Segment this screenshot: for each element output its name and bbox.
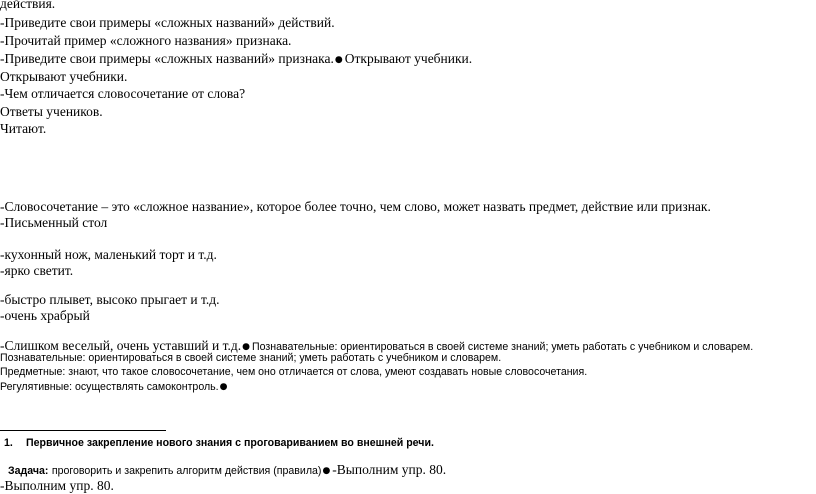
uud-subject: Предметные: знают, что такое словосочетание, чем оно отличается от слова, умеют создавать новые словосочетания. [0, 366, 588, 378]
uud-cognitive: Познавательные: ориентироваться в своей системе знаний; уметь работать с учебником и словарем. [0, 352, 502, 364]
text-line: -Прочитай пример «сложного названия» признака. [0, 33, 292, 48]
stage-heading: 1. Первичное закрепление нового знания с проговариванием во внешней речи. [4, 437, 434, 449]
text-line: -Приведите свои примеры «сложных названий» признака.● Открывают учебники. [0, 51, 473, 66]
bullet-icon: ● [242, 342, 250, 352]
example-line: -ярко светит. [0, 263, 74, 278]
exercise-line: -Выполним упр. 80. [0, 478, 114, 493]
example-line: -кухонный нож, маленький торт и т.д. [0, 247, 217, 262]
text-line: Читают. [0, 121, 47, 136]
bullet-icon: ● [219, 382, 228, 392]
example-line: -Письменный стол [0, 215, 108, 230]
task-line: Задача: проговорить и закрепить алгоритм действия (правила)● -Выполним упр. 80. [8, 462, 447, 477]
text-line: Открывают учебники. [0, 69, 128, 84]
example-line: -Слишком веселый, очень уставший и т.д.● Познавательные: ориентироваться в своей системе знаний; уметь работать с учебником и словарем. [0, 338, 754, 353]
example-line: -быстро плывет, высоко прыгает и т.д. [0, 292, 220, 307]
bullet-icon: ● [322, 466, 331, 476]
example-line: -очень храбрый [0, 308, 90, 323]
definition-line: -Словосочетание – это «сложное название», которое более точно, чем слово, может назвать предмет, действие или признак. [0, 199, 711, 214]
text-line: действия. [0, 0, 56, 11]
uud-regulatory: Регулятивные: осуществлять самоконтроль.● [0, 381, 228, 393]
section-divider [0, 430, 166, 431]
text-line: -Чем отличается словосочетание от слова? [0, 86, 246, 101]
text-line: Ответы учеников. [0, 104, 103, 119]
text-line: -Приведите свои примеры «сложных названий» действий. [0, 15, 335, 30]
bullet-icon: ● [334, 55, 343, 65]
